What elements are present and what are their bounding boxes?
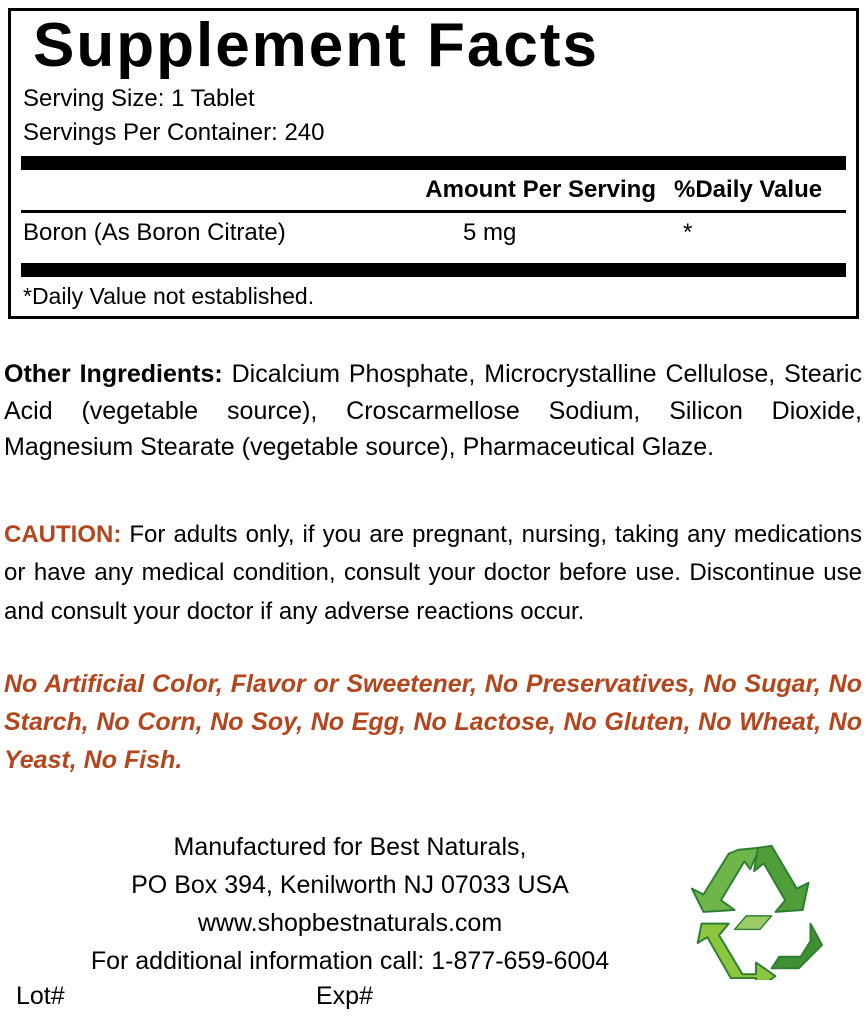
table-row: [21, 213, 846, 257]
caution-statement: [4, 516, 862, 631]
nutrient-name: Boron (As Boron Citrate): [23, 219, 286, 247]
recycle-icon: [678, 840, 834, 980]
manufacturer-block: [0, 828, 700, 980]
caution-heading: CAUTION:: [4, 521, 122, 548]
column-header-amount: Amount Per Serving: [425, 176, 656, 204]
lot-number-label: Lot#: [16, 982, 65, 1010]
daily-value-footnote: *Daily Value not established.: [23, 283, 315, 310]
facts-column-headers: [21, 170, 846, 210]
nutrient-daily-value: *: [683, 219, 693, 247]
divider-thick-bottom: [21, 263, 846, 277]
divider-thick-top: [21, 156, 846, 170]
lot-exp-row: [16, 982, 656, 1011]
other-ingredients-text: Dicalcium Phosphate, Microcrystalline Cellulose, Stearic Acid (vegetable source), Croscarmellose Sodium, Silicon Dioxide, Magnesium Stearate (vegetable source), Pharmaceutical Glaze.: [4, 360, 862, 461]
supplement-facts-panel: [8, 8, 859, 319]
manufacturer-website[interactable]: www.shopbestnaturals.com: [197, 909, 503, 937]
other-ingredients: [4, 356, 862, 466]
nutrient-amount: 5 mg: [463, 219, 517, 247]
expiration-label: Exp#: [316, 982, 373, 1010]
other-ingredients-heading: Other Ingredients:: [4, 360, 223, 388]
free-from-claims: No Artificial Color, Flavor or Sweetener, No Preservatives, No Sugar, No Starch, No Corn, No Soy, No Egg, No Lactose, No Gluten, No Wheat, No Yeast, No Fish.: [4, 670, 862, 774]
serving-size: Serving Size: 1 Tablet: [23, 85, 255, 113]
caution-text: For adults only, if you are pregnant, nursing, taking any medications or have any medical condition, consult your doctor before use. Discontinue use and consult your doctor if any adverse reactions occur.: [4, 521, 862, 625]
supplement-facts-title: Supplement Facts: [33, 11, 599, 80]
manufacturer-phone: For additional information call: 1-877-659-6004: [90, 947, 610, 975]
column-header-daily-value: %Daily Value: [674, 176, 823, 204]
manufacturer-name: Manufactured for Best Naturals,: [173, 833, 527, 861]
servings-per-container: Servings Per Container: 240: [23, 119, 325, 147]
manufacturer-address: PO Box 394, Kenilworth NJ 07033 USA: [131, 871, 569, 899]
